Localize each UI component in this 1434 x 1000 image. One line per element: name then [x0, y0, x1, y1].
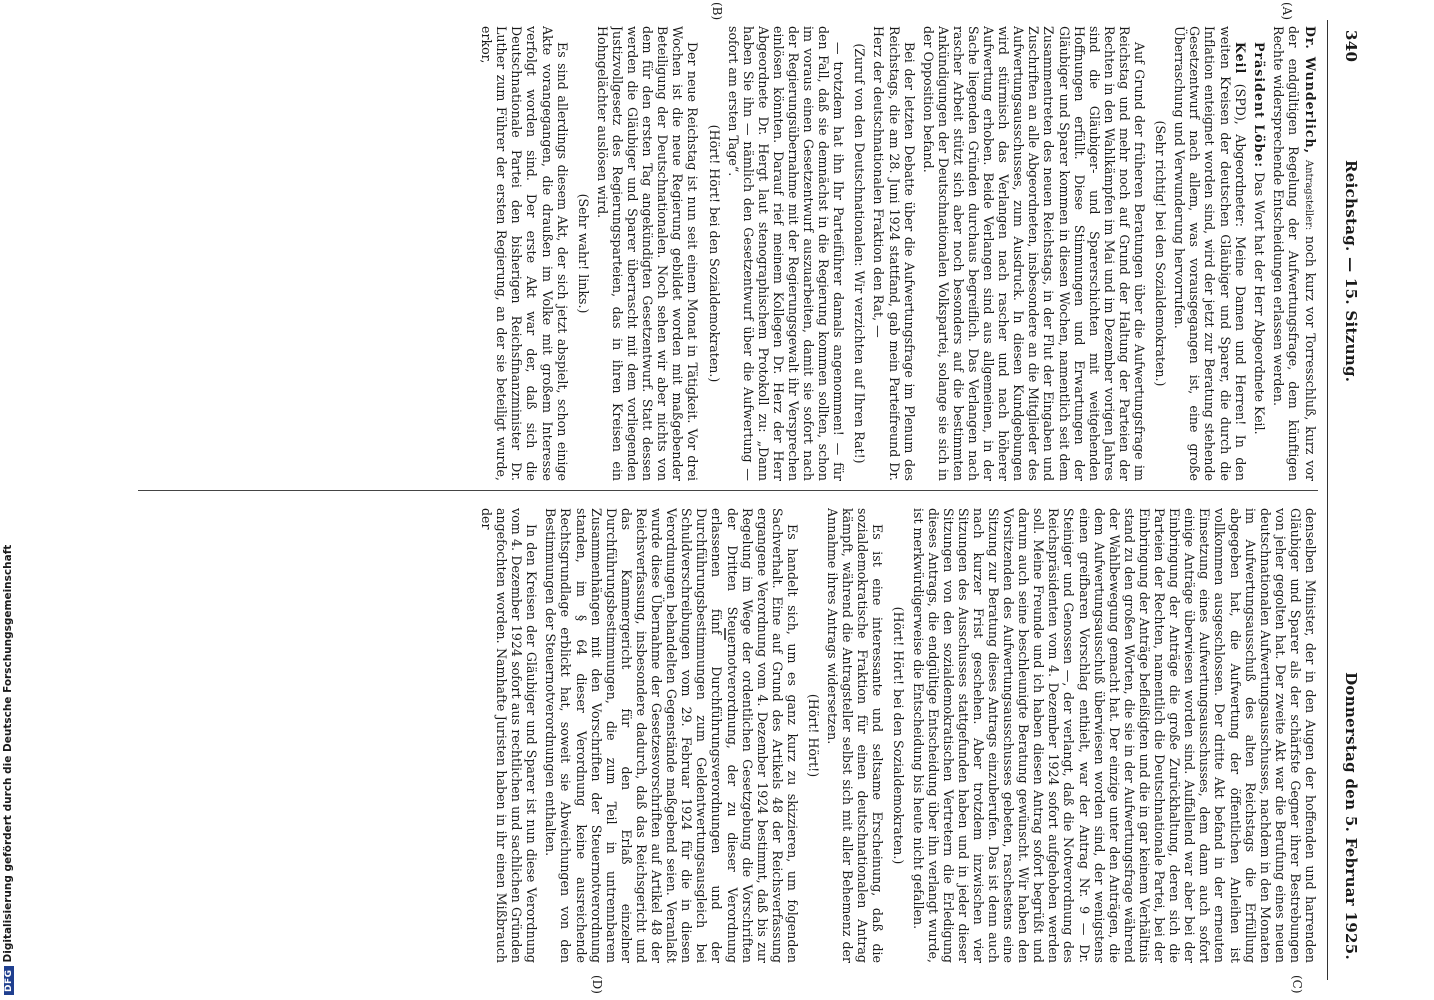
margin-mark-d: (D): [590, 975, 604, 994]
paragraph: Es handelt sich, um es ganz kurz zu skizzieren, um folgenden Sachverhalt. Eine auf Grund des Artikels 48 der Reichsverfassung ergangene Verordnung vom 4. Dezember 1924 bestimmt, daß bis zur Regelung im Wege der ordentlichen Gesetzgebung die Vorschriften der Dritten Steuernotverordnung, der zu dieser Verordnung erlassenen fünf Durchführungsverordnungen und der Durchführungsbestimmungen zum Geldentwertungsausgleich bei Schuldverschreibungen vom 29. Februar 1924 für die in diesen Verordnungen behandelten Gegenstände maßgebend seien. Veranlaßt wurde diese Übernahme der Gesetzesvorschriften auf Artikel 48 der Reichsverfassung, insbesondere dadurch, daß das Reichsgericht und das Kammergericht für den Erlaß einzelner Durchführungsbestimmungen, die zum Teil in untrennbarem Zusammenhängen mit den Vorschriften der Steuernotverordnung standen, im § 64 dieser Verordnung keine ausreichende Rechtsgrundlage erblickt hat, soweit sie Abweichungen von den Bestimmungen der Steuernotverordnungen enthalten.: [543, 508, 800, 963]
margin-mark-b: (B): [710, 2, 724, 21]
header-rule: [1327, 20, 1328, 980]
interjection: (Sehr richtig! bei den Sozialdemokraten.): [1153, 120, 1169, 387]
paragraph: [1252, 26, 1267, 481]
paragraph: Bei der letzten Debatte über die Aufwertungsfrage im Plenum des Reichstags, die am 28. Juni 1924 stattfand, gab mein Parteifreund Dr. Herz der deutschnationalen Fraktion den Rat, —: [871, 26, 917, 481]
paragraph-text: noch kurz vor Torresschluß, kurz vor der endgültigen Regelung der Aufwertungsfrage, dem künftigen Rechte widersprechende Entscheidungen erlassen werden.: [1270, 26, 1318, 481]
paragraph: denselben Minister, der in den Augen der hoffenden und harrenden Gläubiger und Sparer als der schärfste Gegner ihrer Bestrebungen von jeher gegolten hat. Der zweite Akt war die Berufung eines neuen deutschnationalen Aufwertungsausschusses, nachdem in den Monaten im Aufwertungsausschuß des alten Reichstags die Erfüllung abgegeben hat, die Aufwertung der öffentlichen Anleihen ist vollkommen ausgeschlossen. Der dritte Akt befand in der erneuten Einsetzung eines Aufwertungsausschusses, dem dann auch sofort einige Anträge überwiesen worden sind. Auffallend war aber bei der Einbringung der Anträge die große Zurückhaltung, deren sich die Parteien der Rechten, namentlich die Deutschnationale Partei, bei der Einbringung der Anträge befleißigten und die in gar keinem Verhältnis stand zu den großen Worten, die sie in der Aufwertungsfrage während der Wahlbewegung gemacht hat. Der einzige unter den Anträgen, die dem Aufwertungsausschuß überwiesen worden sind, der wenigstens einen greifbaren Vorschlag enthielt, war der Antrag Nr. 9 — Dr. Steiniger und Genossen —, der verlangt, daß die Notverordnung des Reichspräsidenten vom 4. Dezember 1924 sofort aufgehoben werden soll. Meine Freunde und ich haben diesen Antrag sofort begrüßt und darum auch seine beschleunigte Beratung gewünscht. Wir haben den Vorsitzenden des Aufwertungsausschusses gebeten, raschestens eine Sitzung zur Beratung dieses Antrags einzuberufen. Das ist denn auch nach kurzer Frist geschehen. Aber trotzdem inzwischen vier Sitzungen des Ausschusses stattgefunden haben und in jeder dieser Sitzungen von den sozialdemokratischen Vertretern die Erledigung dieses Antrags, die endgültige Entscheidung über ihn verlangt wurde, ist merkwürdigerweise die Entscheidung bis heute nicht gefallen.: [910, 508, 1318, 963]
paragraph: [1172, 26, 1247, 481]
paragraph: In den Kreisen der Gläubiger und Sparer ist nun diese Verordnung vom 4. Dezember 1924 sofort aus rechtlichen und sachlichen Gründen angefochten worden. Namhafte Juristen haben in ihr einen Mißbrauch der: [479, 508, 540, 963]
interjection: (Hört! Hört! bei den Sozialdemokraten.): [706, 124, 722, 383]
column-divider: [138, 490, 1318, 491]
paragraph: Es ist eine interessante und seltsame Erscheinung, daß die sozialdemokratische Fraktion für einen deutschnationalen Antrag kämpft, während die Antragsteller selbst sich mit aller Behemenz der Annahme ihres Antrags widersetzen.: [825, 508, 886, 963]
funding-note-strip: [2, 0, 24, 1000]
margin-mark-c: (C): [1290, 975, 1304, 994]
margin-mark-a: (A): [1280, 2, 1294, 21]
interjection: (Hört! Hört! bei den Sozialdemokraten.): [891, 606, 907, 865]
paragraph: Es sind allerdings diesem Akt, der sich jetzt abspielt, schon einige Akte vorangegangen, die draußen im Volke mit großem Interesse verfolgt worden sind. Der erste Akt war der, daß sich die Deutschnationale Partei den bisherigen Reichsfinanzminister Dr. Luther zum Führer der ersten Regierung, an der sie beteiligt wurde, erkor,: [479, 26, 570, 481]
document-page: [84, 0, 1384, 1000]
interjection: (Sehr wahr! links.): [575, 193, 591, 314]
page-header: [1330, 0, 1360, 1000]
speaker-name: Dr. Wunderlich,: [1303, 26, 1318, 155]
paragraph: Der neue Reichstag ist nun seit einem Monat in Tätigkeit. Vor drei Wochen ist die neue Regierung gebildet worden mit maßgebender Beteiligung der Deutschnationalen. Noch sehen wir aber nichts von dem für den ersten Tag angekündigten Gesetzentwurf. Statt dessen werden die Gläubiger und Sparer überrascht mit dem vorliegenden Justizvollgesetz des Regierungsparteien, das in ihren Kreisen ein Hohngelächter auslösen wird.: [594, 26, 701, 481]
right-column: [138, 508, 1318, 963]
funding-note: [2, 0, 14, 995]
session-date: Donnerstag den 5. Februar 1925.: [1342, 672, 1360, 960]
interjection: (Hört! Hört!): [806, 693, 821, 778]
speaker-name: Keil: [1232, 42, 1248, 75]
paragraph: Auf Grund der früheren Beratungen über die Aufwertungsfrage im Reichstag und mehr noch auf Grund der Haltung der Parteien der Rechten in den Wahlkämpfen im Mai und im Dezember vorigen Jahres sind die Gläubiger- und Sparerschichten mit weitgehenden Hoffnungen erfüllt. Diese Stimmungen und Erwartungen der Gläubiger und Sparer kommen in diesen Wochen, namentlich seit dem Zusammentreten des neuen Reichstags, in der Flut der Eingaben und Zuschriften an alle Abgeordneten, insbesondere an die Mitglieder des Aufwertungsausschusses, zum Ausdruck. In diesen Kundgebungen wird stürmisch das Verlangen nach rascher und nach höherer Aufwertung erhoben. Beide Verlangen sind aus allgemeinen, in der Sache liegenden Gründen durchaus begreiflich. Das Verlangen nach rascher Arbeit stützt sich aber noch besonders auf die bestimmten Ankündigungen der Deutschnationalen Volkspartei, solange sie sich in der Opposition befand.: [920, 26, 1148, 481]
speaker-name: Präsident Löbe:: [1251, 42, 1267, 169]
left-column: [138, 26, 1318, 481]
funding-note-text: Digitalisierung gefördert durch die Deutsche Forschungsgemeinschaft: [2, 544, 14, 963]
session-title: Reichstag. — 15. Sitzung.: [1342, 160, 1360, 383]
paragraph: — trotzdem hat ihn Ihr Parteiführer damals angenommen! — für den Fall, daß sie demnächst in die Regierung kommen sollten, schon im voraus einen Gesetzentwurf auszuarbeiten, damit sie sofort nach der Regierungsübernahme mit der Regierungsgewalt ihr Versprechen einlösen könnten. Darauf rief meinem Kollegen Dr. Herz der Herr Abgeordnete Dr. Hergt laut stenographischem Protokoll zu: „Dann haben Sie ihn — nämlich den Gesetzentwurf über die Aufwertung — sofort am ersten Tage“.: [725, 26, 847, 481]
paragraph-text: Das Wort hat der Herr Abgeordnete Keil.: [1251, 172, 1267, 435]
speaker-note: Antragsteller:: [1303, 159, 1314, 231]
dfg-logo: DFG: [4, 966, 14, 995]
paragraph: [1271, 26, 1318, 481]
paragraph-text: (SPD), Abgeordneter: Meine Damen und Herren! In den weiten Kreisen der deutschen Gläubiger und Sparer, die durch die Inflation enteignet worden sind, wird der jetzt zur Beratung stehende Gesetzentwurf nach allem, was vorausgegangen ist, eine große Überraschung und Verwunderung hervorrufen.: [1172, 26, 1248, 481]
interjection: (Zuruf von den Deutschnationalen: Wir verzichten auf Ihren Rat!): [852, 43, 868, 464]
page-number: 340: [1342, 30, 1360, 63]
